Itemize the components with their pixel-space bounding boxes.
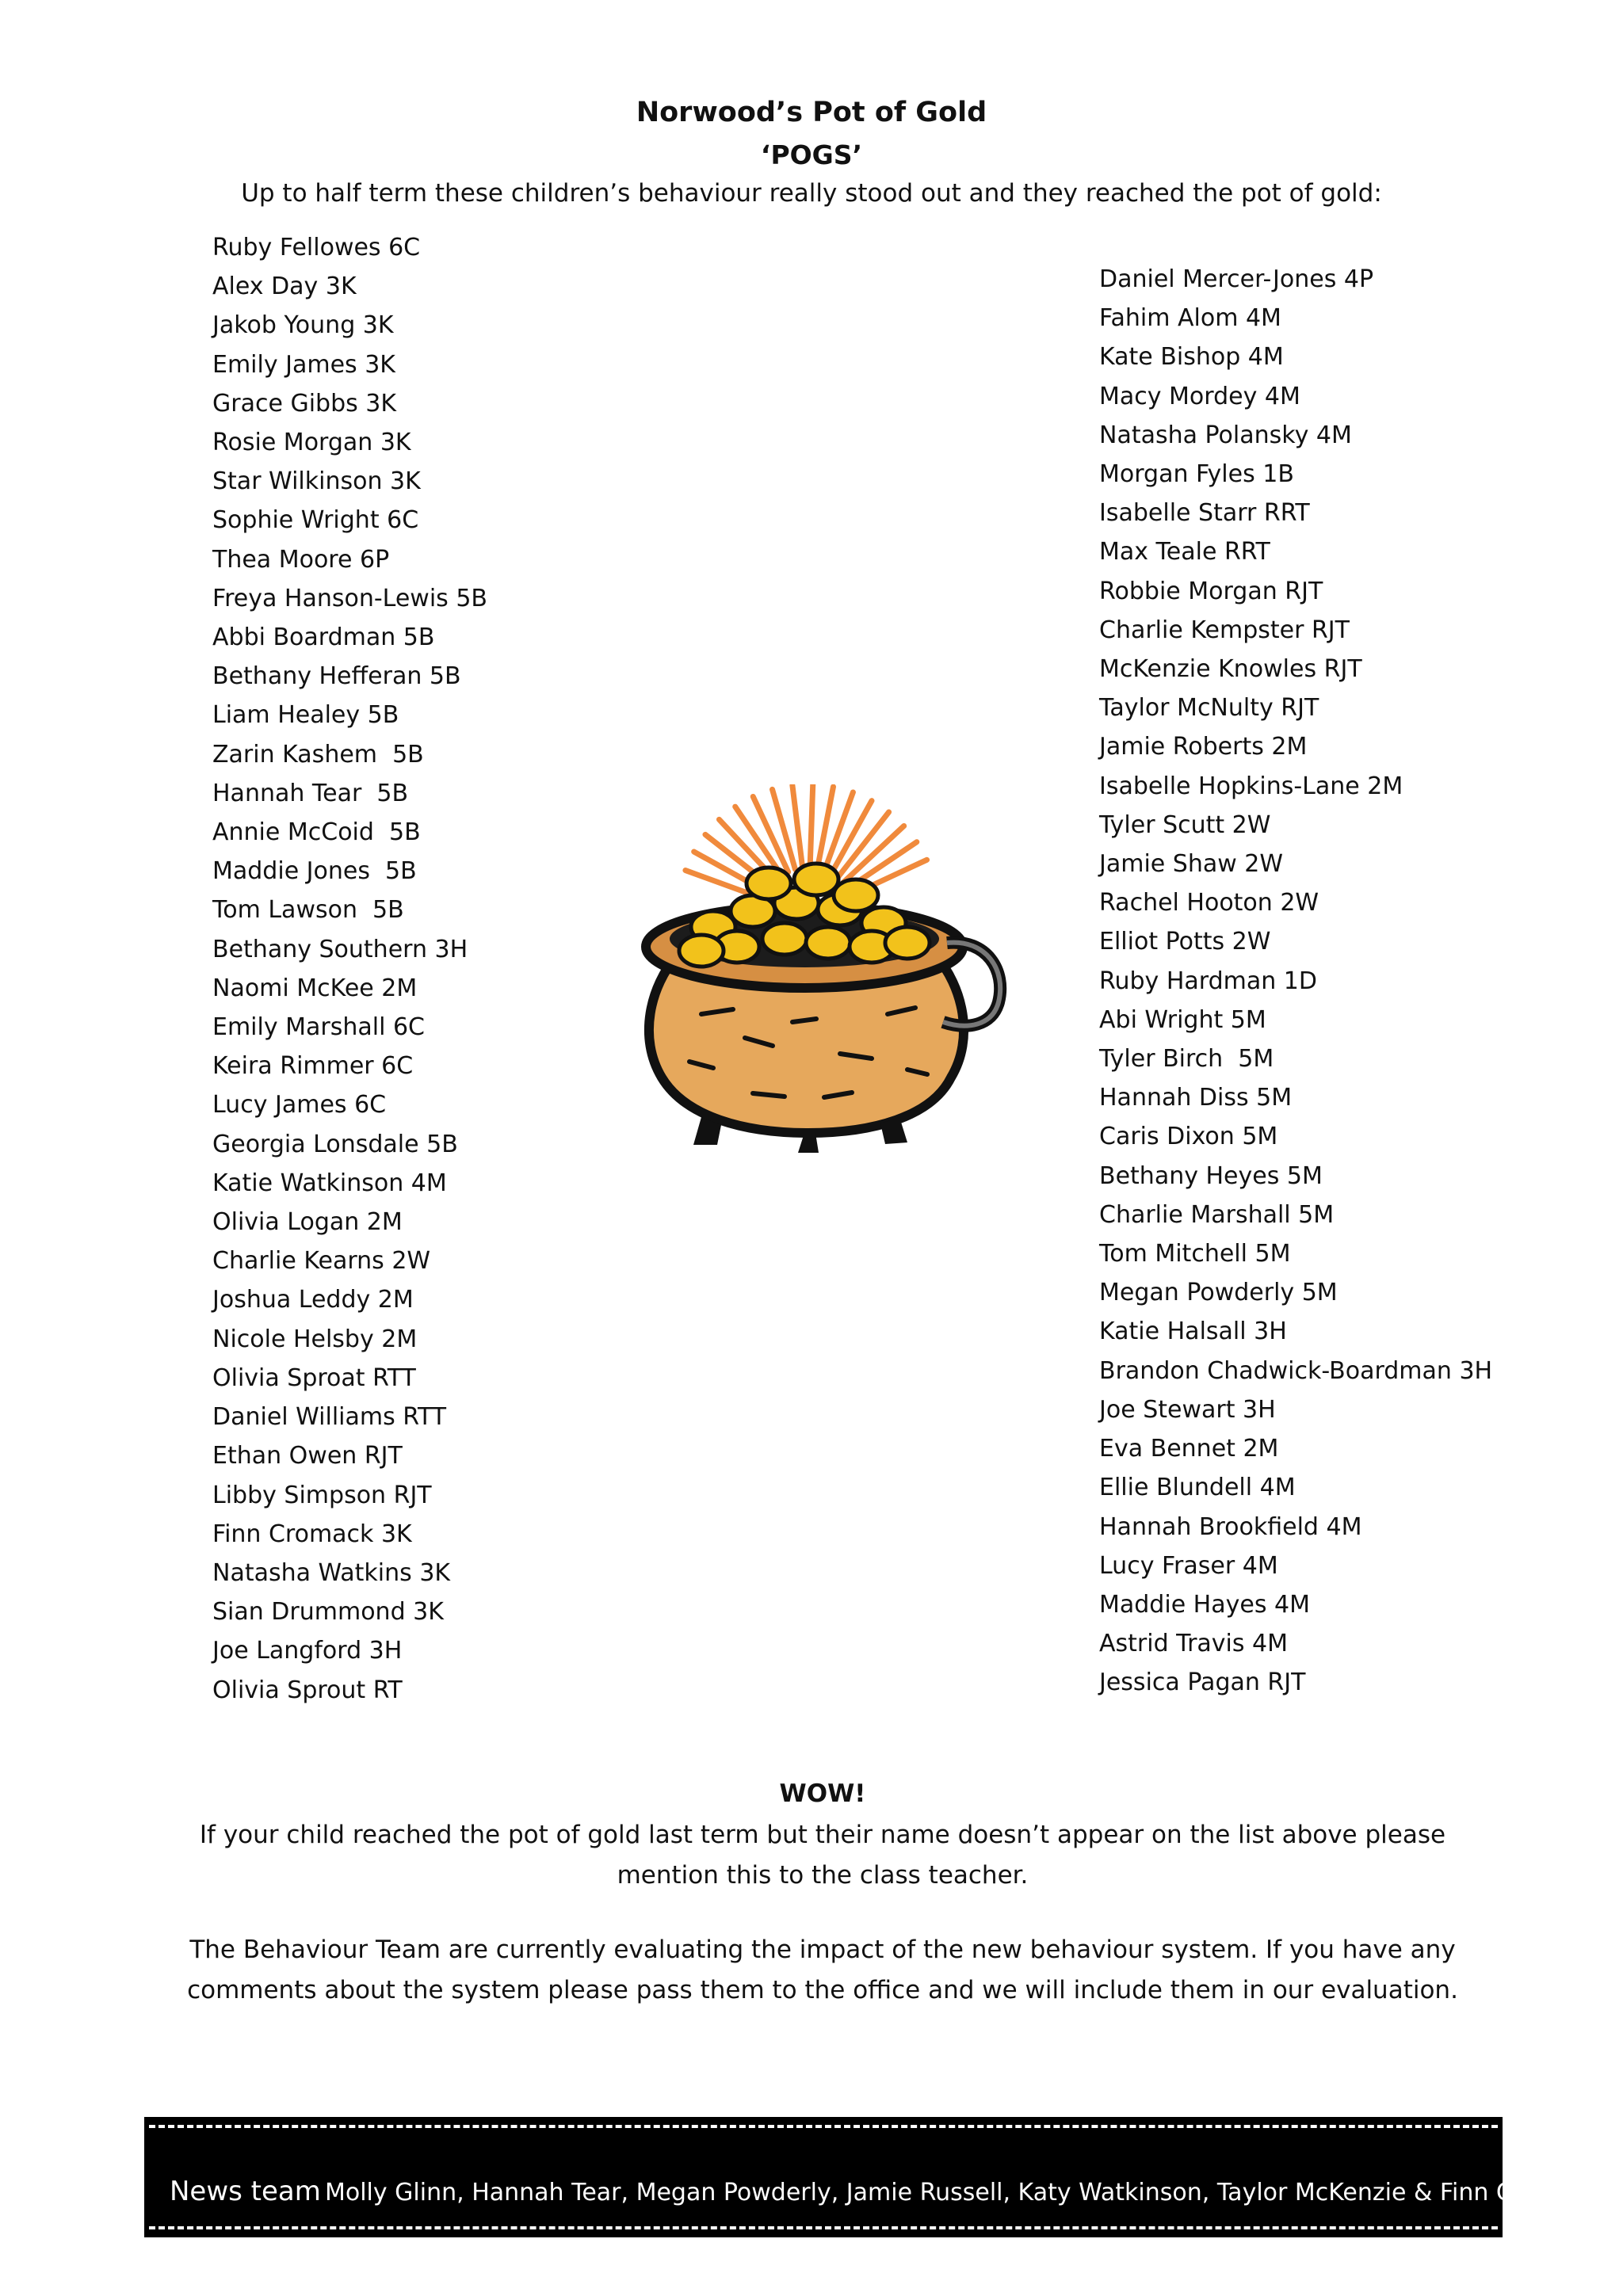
name-list-item: Megan Powderly 5M: [1099, 1279, 1338, 1307]
name-list-item: Elliot Potts 2W: [1099, 928, 1271, 956]
name-list-item: Abi Wright 5M: [1099, 1005, 1266, 1034]
name-list-item: Lucy James 6C: [212, 1091, 387, 1119]
name-list-item: Olivia Sprout RT: [212, 1676, 403, 1704]
name-list-item: Isabelle Starr RRT: [1099, 499, 1310, 528]
name-list-item: Naomi McKee 2M: [212, 974, 418, 1002]
news-team-credits: [170, 2176, 1601, 2207]
notice-paragraph: If your child reached the pot of gold last term but their name doesn’t appear on the list above please mention this to the class teacher.: [199, 1821, 1446, 1890]
name-list-item: Emily Marshall 6C: [212, 1013, 426, 1042]
name-list-item: Tyler Birch 5M: [1099, 1045, 1274, 1074]
name-list-item: Katie Halsall 3H: [1099, 1318, 1287, 1346]
name-list-item: Ruby Fellowes 6C: [212, 234, 421, 261]
name-list-item: Bethany Heyes 5M: [1099, 1161, 1323, 1190]
name-list-item: Maddie Jones 5B: [212, 857, 417, 886]
intro-text: Up to half term these children’s behaviour really stood out and they reached the pot of gold:: [241, 179, 1382, 208]
name-list-item: Finn Cromack 3K: [212, 1520, 412, 1548]
dashed-border-top: [149, 2125, 1498, 2128]
name-list-item: Macy Mordey 4M: [1099, 382, 1300, 410]
name-list-item: Max Teale RRT: [1099, 538, 1270, 566]
name-list-item: Tom Mitchell 5M: [1099, 1240, 1291, 1268]
name-list-item: Jamie Shaw 2W: [1099, 850, 1284, 879]
name-list-item: Ellie Blundell 4M: [1099, 1474, 1296, 1502]
name-list-item: Annie McCoid 5B: [212, 818, 421, 847]
name-list-item: Katie Watkinson 4M: [212, 1169, 447, 1197]
left-name-list: [212, 228, 487, 1710]
name-list-item: Emily James 3K: [212, 350, 395, 379]
name-list-item: Joe Langford 3H: [212, 1637, 403, 1665]
name-list-item: Fahim Alom 4M: [1099, 304, 1281, 333]
name-list-item: Caris Dixon 5M: [1099, 1123, 1278, 1151]
name-list-item: Joshua Leddy 2M: [212, 1286, 414, 1314]
name-list-item: Lucy Fraser 4M: [1099, 1551, 1278, 1580]
news-team-names: Molly Glinn, Hannah Tear, Megan Powderly, Jamie Russell, Katy Watkinson, Taylor McKenzie & Finn Cromack: [324, 2179, 1602, 2206]
name-list-item: Olivia Sproat RTT: [212, 1363, 416, 1392]
name-list-item: Hannah Diss 5M: [1099, 1084, 1293, 1112]
name-list-item: Hannah Brookfield 4M: [1099, 1512, 1362, 1541]
name-list-item: Zarin Kashem 5B: [212, 740, 424, 769]
name-list-item: Eva Bennet 2M: [1099, 1435, 1279, 1463]
name-list-item: Natasha Watkins 3K: [212, 1558, 451, 1587]
wow-heading: WOW!: [779, 1779, 866, 1808]
name-list-item: Liam Healey 5B: [212, 701, 399, 730]
name-list-item: Natasha Polansky 4M: [1099, 421, 1352, 449]
name-list-item: Rosie Morgan 3K: [212, 429, 411, 457]
page-title: Norwood’s Pot of Gold: [636, 97, 987, 128]
name-list-item: Bethany Hefferan 5B: [212, 662, 461, 691]
name-list-item: Libby Simpson RJT: [212, 1481, 432, 1509]
name-list-item: Sophie Wright 6C: [212, 506, 419, 535]
name-list-item: Alex Day 3K: [212, 273, 357, 301]
name-list-item: Thea Moore 6P: [212, 545, 390, 574]
name-list-item: Ruby Hardman 1D: [1099, 967, 1317, 995]
name-list-item: Tyler Scutt 2W: [1099, 810, 1271, 839]
name-list-item: Taylor McNulty RJT: [1099, 694, 1319, 723]
name-list-item: Charlie Marshall 5M: [1099, 1200, 1335, 1229]
name-list-item: Olivia Logan 2M: [212, 1208, 403, 1237]
name-list-item: Jakob Young 3K: [212, 311, 394, 340]
news-team-label: News team: [170, 2176, 321, 2207]
right-name-list: [1099, 260, 1492, 1703]
evaluation-paragraph: The Behaviour Team are currently evaluating the impact of the new behaviour system. If you have any comments about the system please pass them to the office and we will include them in our evaluation.: [187, 1936, 1458, 2004]
name-list-item: Abbi Boardman 5B: [212, 624, 435, 652]
name-list-item: Hannah Tear 5B: [212, 779, 409, 807]
name-list-item: Daniel Mercer-Jones 4P: [1099, 265, 1374, 293]
name-list-item: Daniel Williams RTT: [212, 1403, 447, 1432]
name-list-item: Tom Lawson 5B: [212, 896, 404, 925]
news-team-banner: [144, 2117, 1602, 2237]
name-list-item: Grace Gibbs 3K: [212, 389, 397, 418]
name-list-item: Astrid Travis 4M: [1099, 1630, 1289, 1658]
name-list-item: Nicole Helsby 2M: [212, 1325, 418, 1353]
name-list-item: Jamie Roberts 2M: [1099, 733, 1308, 761]
name-list-item: Kate Bishop 4M: [1099, 343, 1284, 372]
name-list-item: Sian Drummond 3K: [212, 1598, 444, 1627]
name-list-item: Rachel Hooton 2W: [1099, 889, 1319, 917]
name-list-item: Bethany Southern 3H: [212, 935, 468, 963]
name-list-item: Star Wilkinson 3K: [212, 467, 421, 496]
name-list-item: Keira Rimmer 6C: [212, 1052, 414, 1081]
name-list-item: Jessica Pagan RJT: [1099, 1669, 1306, 1697]
name-list-item: Joe Stewart 3H: [1099, 1395, 1276, 1424]
name-list-item: Georgia Lonsdale 5B: [212, 1130, 458, 1158]
name-list-item: Brandon Chadwick-Boardman 3H: [1099, 1356, 1493, 1385]
dashed-border-bottom: [149, 2226, 1498, 2229]
name-list-item: McKenzie Knowles RJT: [1099, 655, 1362, 684]
name-list-item: Isabelle Hopkins-Lane 2M: [1099, 772, 1403, 800]
name-list-item: Robbie Morgan RJT: [1099, 577, 1323, 605]
name-list-item: Ethan Owen RJT: [212, 1442, 403, 1470]
pot-of-gold-icon: [626, 784, 1014, 1157]
name-list-item: Freya Hanson-Lewis 5B: [212, 584, 488, 612]
name-list-item: Maddie Hayes 4M: [1099, 1590, 1310, 1619]
name-list-item: Morgan Fyles 1B: [1099, 460, 1294, 489]
page-subtitle: ‘POGS’: [760, 139, 863, 170]
name-list-item: Charlie Kearns 2W: [212, 1247, 431, 1276]
name-list-item: Charlie Kempster RJT: [1099, 616, 1350, 644]
